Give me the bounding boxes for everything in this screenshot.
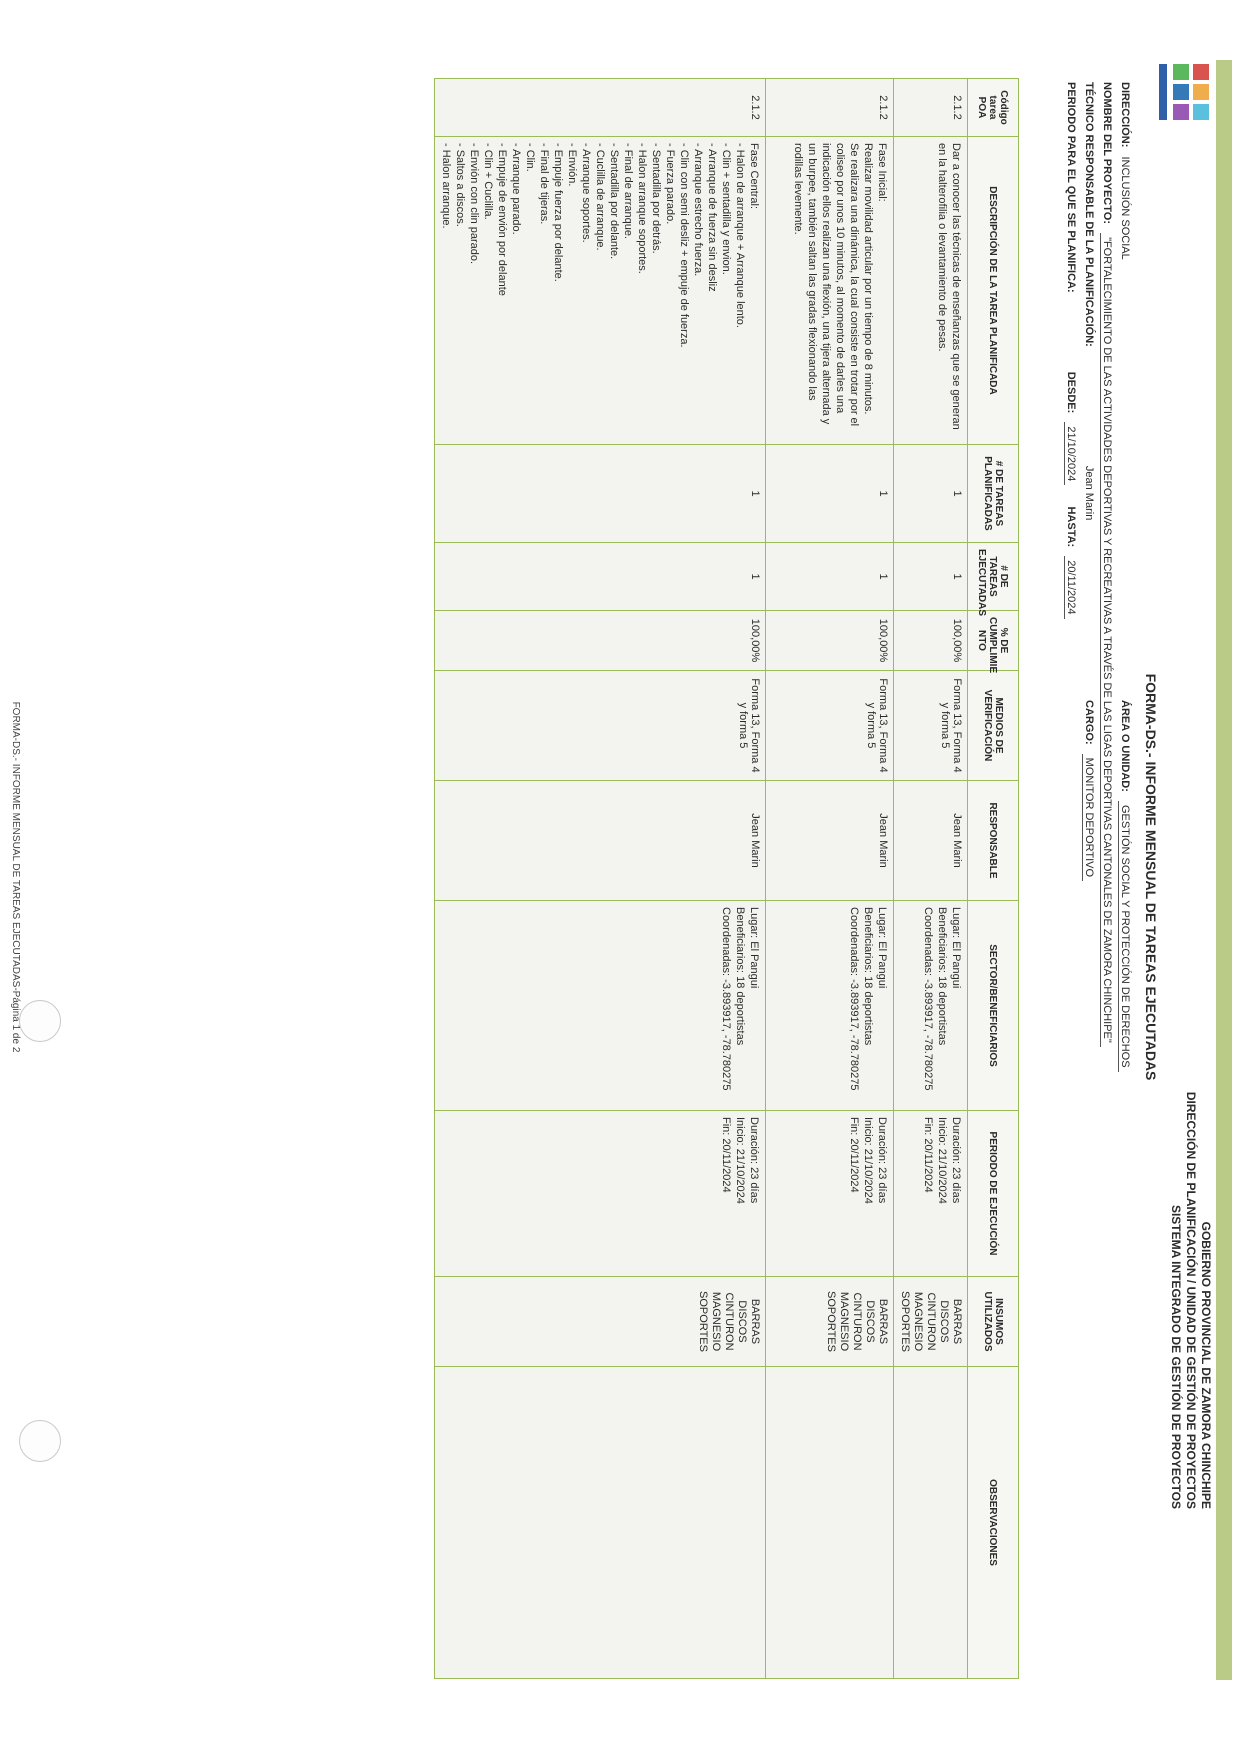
table-header-row [968,79,1019,1679]
cell-insumos [894,1277,968,1367]
cell-periodo-line: Fin: 20/11/2024 [848,1117,860,1193]
cell-insumos-line: SOPORTES [825,1291,837,1352]
col-codigo: Código tarea POA [968,79,1019,137]
col-insumos: INSUMOS UTILIZADOS [968,1277,1019,1367]
cell-descripcion-line: Realizar movilidad articular por un tiempo de 8 minutos. [862,143,874,415]
cell-descripcion [766,137,894,445]
cell-sector-line: Coordenadas: -3.893917, -78.780275 [922,907,934,1091]
cell-descripcion-line: - Envión. [566,143,578,187]
punch-hole [19,1000,61,1042]
proyecto-line [1101,82,1113,1047]
institution-header [1168,1092,1213,1509]
cell-ejecutadas: 1 [766,543,894,611]
cell-sector [766,901,894,1111]
col-sector: SECTOR/BENEFICIARIOS [968,901,1019,1111]
table-row [435,79,766,1679]
cell-sector-line: Lugar: El Pangui [748,907,760,989]
cell-sector-line: Beneficiarios: 18 deportistas [734,907,746,1046]
cargo-label: CARGO: [1083,700,1095,745]
system-name: SISTEMA INTEGRADO DE GESTIÓN DE PROYECTOS [1169,1204,1183,1509]
cell-descripcion-line: Fase Inicial: [876,143,888,202]
cell-sector-line: Coordenadas: -3.893917, -78.780275 [848,907,860,1091]
direccion-line [1119,82,1131,260]
cell-periodo-line: Fin: 20/11/2024 [922,1117,934,1193]
cell-descripcion-line: - Empuje de envión por delante [496,143,508,296]
cell-responsable: Jean Marin [766,781,894,901]
cell-descripcion-line: - Sentadilla por delante. [608,143,620,260]
cell-periodo [894,1111,968,1277]
cell-sector [435,901,766,1111]
cell-descripcion-line: - Cuclilla de arranque. [594,143,606,251]
cell-descripcion-line: - Saltos a discos. [454,143,466,227]
area-value: GESTIÓN SOCIAL Y PROTECCIÓN DE DERECHOS [1118,801,1131,1072]
cell-codigo: 2.1.2 [894,79,968,137]
cell-descripcion-line: - Halon de arranque + Arranque lento. [734,143,746,328]
cell-descripcion-line: - Clin + sentadilla y envion. [720,143,732,275]
cell-insumos-line: DISCOS [736,1300,748,1343]
desde-value: 21/10/2024 [1064,422,1077,485]
desde-label: DESDE: [1065,371,1077,414]
cell-insumos [766,1277,894,1367]
cell-descripcion-line: - Arranque estrecho fuerza. [692,143,704,277]
cell-sector-line: Lugar: El Pangui [876,907,888,989]
cell-descripcion-line: - Clin. [524,143,536,172]
cargo-value: MONITOR DEPORTIVO [1082,754,1095,881]
proyecto-value: "FORTALECIMIENTO DE LAS ACTIVIDADES DEPORTIVAS Y RECREATIVAS A TRAVÉS DE LAS LIGAS DEPORTIVAS CANTONALES DE ZAMORA CHINCHIPE" [1100,233,1113,1047]
tasks-table [434,78,1019,1679]
cell-periodo-line: Inicio: 21/10/2024 [936,1117,948,1204]
institution-name: GOBIERNO PROVINCIAL DE ZAMORA CHINCHIPE [1199,1221,1213,1509]
cell-insumos-line: BARRAS [749,1298,761,1345]
cell-sector-line: Beneficiarios: 18 deportistas [936,907,948,1046]
area-label: ÁREA O UNIDAD: [1119,700,1131,792]
cell-insumos [435,1277,766,1367]
cell-codigo: 2.1.2 [766,79,894,137]
cell-descripcion [435,137,766,445]
cell-planificadas: 1 [894,445,968,543]
cell-descripcion-line: Fase Central: [748,143,760,210]
cell-insumos-line: CINTURON [851,1292,863,1351]
cell-descripcion-line: - Halon arranque. [440,143,452,229]
hasta-value: 20/11/2024 [1064,556,1077,618]
cell-cumplimiento: 100,00% [766,611,894,671]
proyecto-label: NOMBRE DEL PROYECTO: [1101,82,1113,224]
cell-descripcion-line: - Final de arranque. [622,143,634,239]
cell-medios: Forma 13, Forma 4 y forma 5 [894,671,968,781]
cell-descripcion-line: - Arranque de fuerza sin desliz [706,143,718,292]
col-cumplimiento: % DE CUMPLIMIE NTO [968,611,1019,671]
cell-descripcion-line: Dar a conocer las técnicas de enseñanzas que se generan en la halterofilia o levantamiento de pesas. [936,143,962,430]
cell-periodo-line: Duración: 23 días [748,1117,760,1204]
col-responsable: RESPONSABLE [968,781,1019,901]
hasta-label: HASTA: [1065,506,1077,548]
cell-descripcion-line: - Envión con clin parado. [468,143,480,265]
cell-periodo-line: Fin: 20/11/2024 [720,1117,732,1193]
cell-descripcion-line: - Clin + Cuclilla. [482,143,494,220]
cell-codigo: 2.1.2 [435,79,766,137]
direccion-value: INCLUSIÓN SOCIAL [1119,156,1131,260]
col-descripcion: DESCRIPCIÓN DE LA TAREA PLANIFICADA [968,137,1019,445]
cell-periodo-line: Inicio: 21/10/2024 [734,1117,746,1204]
cell-insumos-line: BARRAS [951,1298,963,1345]
cell-descripcion-line: - Sentadilla por detrás. [650,143,662,254]
cell-insumos-line: BARRAS [877,1298,889,1345]
cell-insumos-line: CINTURON [723,1292,735,1351]
direccion-label: DIRECCIÓN: [1119,82,1131,148]
cell-descripcion-line: - Empuje fuerza por delante. [552,143,564,282]
cell-insumos-line: MAGNESIO [838,1291,850,1352]
cell-sector [894,901,968,1111]
cell-sector-line: Lugar: El Pangui [950,907,962,989]
cell-ejecutadas: 1 [894,543,968,611]
cell-periodo-line: Duración: 23 días [950,1117,962,1204]
cell-cumplimiento: 100,00% [435,611,766,671]
header-green-band [1216,60,1232,1680]
cell-descripcion-line: Se realizara una dinámica, la cual consiste en trotar por el coliseo por unos 10 minutos, al momento de darles una indicación ellos realizan una flexión, una tijera alternada y un burpee, también saltan las gradas flexionando las rodillas levemente. [792,143,860,427]
table-row [894,79,968,1679]
col-ejecutadas: # DE TAREAS EJECUTADAS [968,543,1019,611]
cell-observaciones [766,1367,894,1679]
cell-planificadas: 1 [435,445,766,543]
cell-descripcion-line: - Clin con semi desliz + empuje de fuerza. [678,143,690,348]
cell-descripcion [894,137,968,445]
cell-sector-line: Coordenadas: -3.893917, -78.780275 [720,907,732,1091]
cell-insumos-line: DISCOS [938,1300,950,1343]
periodo-label: PERIODO PARA EL QUE SE PLANIFICA: [1065,82,1077,293]
cell-sector-line: Beneficiarios: 18 deportistas [862,907,874,1046]
cell-medios: Forma 13, Forma 4 y forma 5 [766,671,894,781]
cell-insumos-line: DISCOS [864,1300,876,1343]
cell-observaciones [435,1367,766,1679]
periodo-line [1065,82,1077,619]
tecnico-value: Jean Marin [1083,465,1095,521]
cell-insumos-line: SOPORTES [697,1291,709,1352]
cell-insumos-line: CINTURON [925,1292,937,1351]
cell-insumos-line: MAGNESIO [912,1291,924,1352]
cell-insumos-line: MAGNESIO [710,1291,722,1352]
cell-descripcion-line: - Halon arranque soportes. [636,143,648,274]
col-observaciones: OBSERVACIONES [968,1367,1019,1679]
cell-periodo [766,1111,894,1277]
cargo-line [1083,700,1095,881]
cell-planificadas: 1 [766,445,894,543]
table-body [435,79,968,1679]
cell-medios: Forma 13, Forma 4 y forma 5 [435,671,766,781]
cell-descripcion-line: - Arranque parado. [510,143,522,235]
area-line [1119,700,1131,1072]
form-title: FORMA-DS.- INFORME MENSUAL DE TAREAS EJECUTADAS [1143,673,1159,1081]
table-row [766,79,894,1679]
cell-periodo-line: Inicio: 21/10/2024 [862,1117,874,1204]
cell-cumplimiento: 100,00% [894,611,968,671]
col-periodo: PERIODO DE EJECUCIÓN [968,1111,1019,1277]
col-medios: MEDIOS DE VERIFICACIÓN [968,671,1019,781]
cell-ejecutadas: 1 [435,543,766,611]
cell-responsable: Jean Marin [894,781,968,901]
cell-responsable: Jean Marin [435,781,766,901]
cell-periodo [435,1111,766,1277]
punch-hole [19,1420,61,1462]
tecnico-line [1083,82,1095,520]
page-footer: FORMA-DS.- INFORME MENSUAL DE TAREAS EJECUTADAS-Página 1 de 2 [10,701,21,1053]
cell-periodo-line: Duración: 23 días [876,1117,888,1204]
tecnico-label: TÉCNICO RESPONSABLE DE LA PLANIFICACIÓN: [1083,82,1095,347]
cell-insumos-line: SOPORTES [899,1291,911,1352]
cell-descripcion-line: - Final de tijeras. [538,143,550,225]
department-name: DIRECCIÓN DE PLANIFICACIÓN / UNIDAD DE GESTIÓN DE PROYECTOS [1184,1091,1198,1509]
cell-descripcion-line: - Fuerza parado. [664,143,676,225]
col-planificadas: # DE TAREAS PLANIFICADAS [968,445,1019,543]
cell-observaciones [894,1367,968,1679]
cell-descripcion-line: - Arranque soportes. [580,143,592,243]
